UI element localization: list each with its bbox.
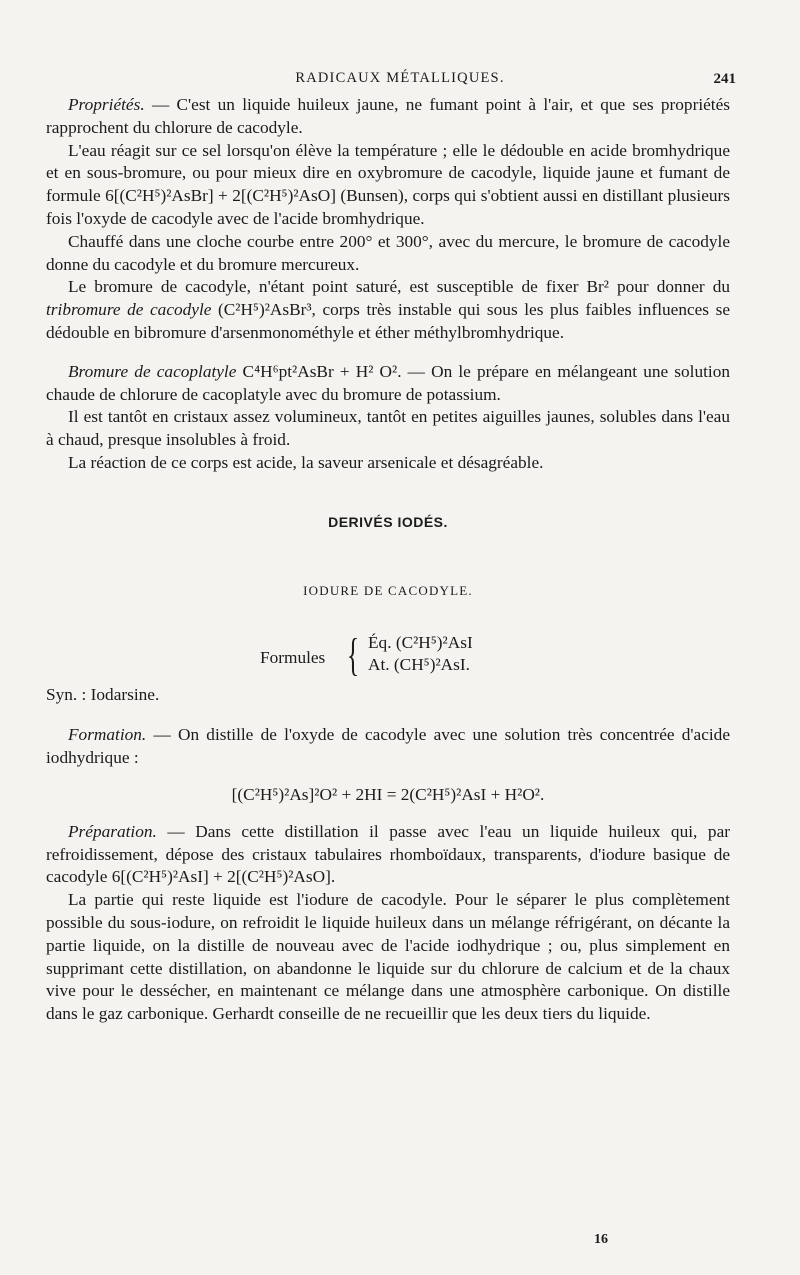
brace-glyph: { <box>346 629 360 681</box>
term-tribromure: tribromure de cacodyle <box>46 300 212 320</box>
signature-mark: 16 <box>594 1232 608 1247</box>
formula-equivalent: Éq. (C²H⁵)²AsI <box>368 633 473 653</box>
subsection-title: IODURE DE CACODYLE. <box>303 582 473 598</box>
paragraph-label: Formation. <box>68 725 147 745</box>
page-number: 241 <box>713 71 736 87</box>
synonym: Syn. : Iodarsine. <box>46 685 160 705</box>
paragraph-formation: Formation. — On distille de l'oxyde de cacodyle avec une solution très concentrée d'acide iodhydrique : <box>46 725 730 768</box>
formulas-label: Formules <box>260 648 326 668</box>
formula-values <box>368 632 473 676</box>
paragraph-partie-liquide: La partie qui reste liquide est l'iodure de cacodyle. Pour le séparer le plus complètement possible du sous-iodure, on refroidit le liquide huileux dans un mélange réfrigérant, on décante la partie liquide, on la distille de nouveau avec de l'acide iodhydrique ; ou, plus simplement en supprimant cette distillation, on abandonne le liquide sur du chlorure de calcium et de la chaux vive pour le dessécher, en maintenant ce mélange dans une atmosphère carbonique. On distille dans le gaz carbonique. Gerhardt conseille de ne recueillir que les deux tiers du liquide. <box>46 890 730 1024</box>
formula-atomic: At. (CH⁵)²AsI. <box>368 655 470 675</box>
formula-block <box>46 630 730 708</box>
paragraph-label: Propriétés. <box>68 95 145 114</box>
paragraph-label: Préparation. <box>68 821 157 841</box>
paragraph-reaction: La réaction de ce corps est acide, la saveur arsenicale et désagréable. <box>68 452 544 472</box>
chemical-equation: [(C²H⁵)²As]²O² + 2HI = 2(C²H⁵)²AsI + H²O². <box>231 784 545 804</box>
paragraph-preparation: Préparation. — Dans cette distillation il passe avec l'eau un liquide huileux qui, par refroidissement, dépose des cristaux tabulaires rhomboïdaux, transparents, d'iodure basique de cacodyle 6[(C²H⁵)²AsI] + 2[(C²H⁵)²AsO]. <box>46 821 730 887</box>
paragraph-cacoplatyle: Bromure de cacoplatyle C⁴H⁶pt²AsBr + H² O². — On le prépare en mélangeant une solution chaude de chlorure de cacoplatyle avec du bromure de potassium. <box>46 361 730 404</box>
running-title: RADICAUX MÉTALLIQUES. <box>295 70 505 86</box>
page-body <box>46 94 730 1026</box>
paragraph-label: Bromure de cacoplatyle <box>68 361 237 381</box>
paragraph-cristaux: Il est tantôt en cristaux assez volumineux, tantôt en petites aiguilles jaunes, solubles dans l'eau à chaud, presque insolubles à froid. <box>46 407 730 450</box>
paragraph-proprietes: Propriétés. — C'est un liquide huileux jaune, ne fumant point à l'air, et que ses propriétés rapprochent du chlorure de cacodyle. <box>46 95 730 137</box>
page-header <box>0 70 800 94</box>
section-title: DERIVÉS IODÉS. <box>328 513 448 530</box>
paragraph-tribromure: Le bromure de cacodyle, n'étant point saturé, est susceptible de fixer Br² pour donner du tribromure de cacodyle (C²H⁵)²AsBr³, corps très instable qui sous les plus faibles influences se dédouble en bibromure d'arsenmonométhyle et éther méthylbromhydrique. <box>46 277 730 342</box>
paragraph-eau: L'eau réagit sur ce sel lorsqu'on élève la température ; elle le dédouble en acide bromhydrique et en sous-bromure, ou pour mieux dire en oxybromure de cacodyle, liquide jaune et fumant de formule 6[(C²H⁵)²AsBr] + 2[(C²H⁵)²AsO] (Bunsen), corps qui s'obtient aussi en distillant plusieurs fois l'oxyde de cacodyle avec de l'acide bromhydrique. <box>46 140 730 228</box>
paragraph-chauffe: Chauffé dans une cloche courbe entre 200° et 300°, avec du mercure, le bromure de cacodyle donne du cacodyle et du bromure mercureux. <box>46 231 730 274</box>
